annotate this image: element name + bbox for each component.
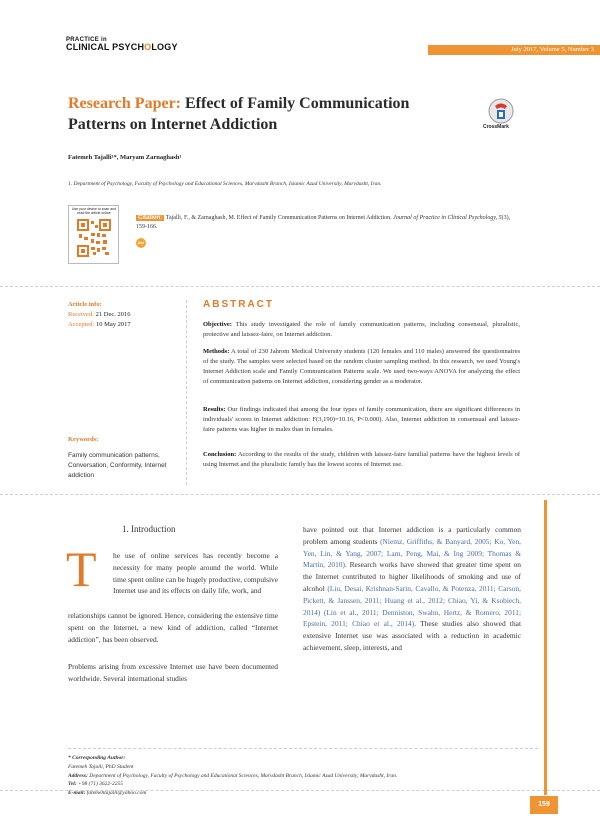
article-info <box>68 300 131 330</box>
section-divider <box>0 494 600 495</box>
intro-paragraph-2: Problems arising from excessive Internet use have been documented worldwide. Several international studies <box>68 662 278 683</box>
citation-link[interactable]: (Niemz, Griffiths, & Banyard, 2005; Ko, Yen, Yen, Lin, & Yang, 2007; Lam, Peng, Mai, & Ing 2009; Thomas & Martin, 2010) <box>303 536 521 570</box>
citation-block: Citation: Tajalli, F., & Zarnaghash, M. Effect of Family Communication Patterns on Internet Addiction. Journal of Practice in Clinical Psychology, 5(3), 159-166. <box>136 215 511 230</box>
journal-name-small: PRACTICE in <box>66 37 107 43</box>
abstract-results: Results: Our findings indicated that among the four types of family communication, there are significant differences in individuals' scores in Internet addiction: F(3,190)=10.16, P<0.000). Also, Internet addiction in consensual and laissez-faire patterns was higher in males than in females. <box>203 406 520 433</box>
abstract-heading: ABSTRACT <box>203 299 274 310</box>
abstract-methods: Methods: A total of 230 Jahrom Medical University students (120 females and 110 males) answered the questionnaires of the study. The samples were selected based on the random cluster sampling method. In this research, we used Young's Internet Addiction scale and Family Communication Patterns scale. We used two-ways ANOVA for analyzing the effect of communication patterns on Internet addiction, considering gender as a moderator. <box>203 348 520 385</box>
doi-icon[interactable]: doi <box>136 238 146 248</box>
section-divider <box>0 286 600 287</box>
corr-name: Fatemeh Tajalli, PhD Student <box>68 763 134 770</box>
crossmark-icon[interactable] <box>488 98 514 124</box>
abstract-conclusion: Conclusion: According to the results of the study, children with laissez-faire familial patterns have the highest levels of using Internet and the pluralistic family has the lowest scores of Internet use. <box>203 451 520 468</box>
accepted-date: Accepted: 10 May 2017 <box>68 321 131 328</box>
intro-column-2: have pointed out that Internet addiction is a particularly common problem among students (Niemz, Griffiths, & Banyard, 2005; Ko, Yen, Yen, Lin, & Yang, 2007; Lam, Peng, Mai, & Ing 2009; Thomas & Martin, 2010). Research works have showed that greater time spent on the Internet contributed to higher likelihoods of smoking and use of alcohol (Liu, Desai, Krishnan-Sarin, Cavallo, & Potenza, 2011; Carson, Pickett, & Janssen, 2011; Huang et al., 2012; Chiao, Yi, & Ksobiech, 2014) (Lin et al., 2011; Denniston, Swahn, Hertz, & Romero, 2011; Epstein, 2011; Chiao et al., 2014). These studies also showed that extensive Internet use was associated with a reduction in academic achievement, sleep, interests, and <box>303 525 521 652</box>
corr-email: E-mail: fatemehtajalli@yahoo.com <box>68 790 147 797</box>
abstract-objective: Objective: This study investigated the role of family communication patterns, including consensual, pluralistic, protective and laissez-faire, on Internet addiction. <box>203 321 520 338</box>
corr-tel: Tel: +98 (71) 3622-2255 <box>68 781 123 788</box>
intro-paragraph-1a: he use of online services has recently become a necessity for many people around the world. While time spent online can be hugely productive, compulsive Internet use and its effects on daily life, work, and <box>113 551 279 596</box>
corr-address: Address: Department of Psychology, Faculty of Psychology and Educational Sciences, Marvdasht Branch, Islamic Azad University, Marvdasht, Iran. <box>68 772 398 779</box>
received-date: Received: 21 Dec. 2016 <box>68 311 131 318</box>
drop-cap: T <box>66 541 97 597</box>
intro-paragraph-1b: relationships cannot be ignored. Hence, considering the extensive time spent on the Internet, a new kind of addiction, called “Internet addiction”, has been observed. <box>68 611 278 644</box>
intro-heading: 1. Introduction <box>122 524 176 534</box>
corresponding-author <box>68 754 528 798</box>
qr-code-icon[interactable] <box>77 219 111 257</box>
qr-caption: Use your device to scan and read the article online <box>71 207 117 215</box>
article-info-heading: Article info: <box>68 301 102 308</box>
journal-name-big: CLINICAL PSYCHOLOGY <box>66 42 178 52</box>
column-divider <box>186 300 187 485</box>
keywords-list: Family communication patterns, Conversation, Conformity, Internet addiction <box>68 452 167 479</box>
citation-link[interactable]: (Liu, Desai, Krishnan-Sarin, Cavallo, & Potenza, 2011; Carson, Pickett, & Janssen, 2011; Huang et al., 2012; Chiao, Yi, & Ksobiech, 2014) (Lin et al., 2011; Denniston, Swahn, Hertz, & Romero, 2011; Epstein, 2011; Chiao et al., 2014) <box>303 583 521 629</box>
paper-type-label: Research Paper: <box>68 95 181 112</box>
side-accent-bar <box>544 500 547 795</box>
page-number: 159 <box>530 796 558 814</box>
paper-title: Research Paper: Effect of Family Communication Patterns on Internet Addiction <box>68 95 410 133</box>
author-list: Fatemeh Tajalli¹*, Maryam Zarnaghash¹ <box>68 154 182 161</box>
footer-divider <box>0 790 600 791</box>
issue-banner: July 2017, Volume 5, Number 3 <box>428 45 600 55</box>
keywords-heading: Keywords: <box>68 436 99 443</box>
journal-logo <box>66 37 178 52</box>
footnote-divider <box>68 748 538 749</box>
affiliation: 1. Department of Psychology, Faculty of Psychology and Educational Sciences, Marvdasht Branch, Islamic Azad University, Marvdasht, Iran. <box>68 181 382 187</box>
corr-heading: * Corresponding Author: <box>68 755 126 761</box>
citation-tag: Citation: <box>138 215 163 221</box>
crossmark-label: CrossMark <box>483 124 509 130</box>
